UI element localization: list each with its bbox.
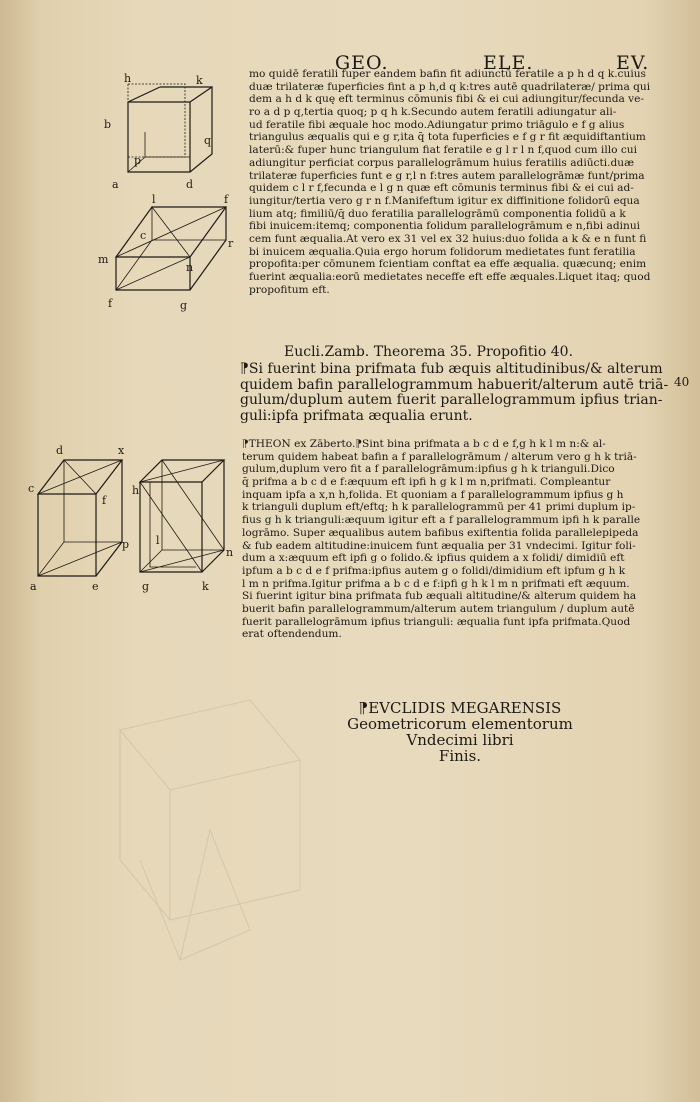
fig2-label-f: f: [224, 193, 229, 206]
proposition-line: quidem bafin parallelogrammum habuerit/alterum autē triā-: [240, 376, 669, 393]
text-line: bi inuicem æqualia.Quia ergo horum folidorum medietates funt feratilia: [249, 245, 636, 258]
text-line: quidem c l r f,fecunda e l g n quæ eft cōmunis terminus fibi & ei cui ad-: [249, 182, 634, 195]
text-block-theon: [242, 438, 640, 641]
figure-solid-a-k: [100, 72, 220, 196]
text-line: propofitum eft.: [249, 283, 330, 296]
text-line: dum a x:æquum eft ipfi g o folido.& ipfius quidem a x folidi/ dimidiū eft: [242, 552, 625, 565]
proposition-line: guli:ipfa prifmata æqualia erunt.: [240, 407, 473, 424]
explicit-title: ⁋EVCLIDIS MEGARENSIS: [358, 699, 562, 717]
proposition-line: ⁋Si fuerint bina prifmata fub æquis altitudinibus/& alterum: [240, 361, 663, 377]
fig3-label-a: a: [30, 580, 37, 593]
fig3-label-c: c: [28, 482, 35, 495]
fig3-label-d: d: [56, 444, 64, 457]
fig2-label-n: n: [186, 261, 194, 274]
text-line: dem a h d k quę eft terminus cōmunis fibi & ei cui adiungitur/fecunda ve-: [249, 93, 645, 106]
fig1-label-a: a: [112, 178, 119, 191]
text-line: Si fuerint igitur bina prifmata fub æquali altitudine/& alterum quidem ha: [242, 590, 637, 603]
header-right: EV.: [616, 52, 650, 74]
fig3-label-f: f: [102, 494, 107, 507]
text-line: fius g h k trianguli:æquum igitur eft a f parallelogrammum ipfi h k paralle: [242, 514, 641, 527]
fig1-label-p: p: [134, 154, 142, 167]
header-left: GEO.: [335, 52, 389, 74]
text-line: buerit bafin parallelogrammum/alterum autem triangulum / duplum autē: [242, 602, 635, 615]
fig2-label-f2: f: [108, 297, 113, 310]
text-line: ⁋THEON ex Zāberto.⁋Sint bina prifmata a b c d e f,g h k l m n:& al-: [242, 438, 606, 450]
fig4-label-n: n: [226, 546, 234, 559]
text-line: terum quidem habeat bafin a f parallelogrāmum / alterum vero g h k triā-: [242, 450, 637, 463]
fig1-label-d: d: [186, 178, 194, 191]
explicit-colophon: [300, 700, 620, 764]
text-line: cem funt æqualia.At vero ex 31 vel ex 32 huius:duo folida a k & e n funt fi: [249, 232, 647, 245]
proposition-statement: [240, 362, 668, 424]
text-block-demonstration: [249, 68, 650, 296]
text-line: ro a d p q,tertia quoq; p q h k.Secundo autem feratili adiungatur ali-: [249, 106, 617, 119]
explicit-line: Finis.: [438, 747, 482, 765]
text-line: fibi inuicem:itemq; componentia folidum parallelogrāmum e n,fibi adinui: [249, 220, 641, 233]
fig3-label-p: p: [122, 538, 130, 551]
theorem-heading: Eucli.Zamb. Theorema 35. Propofitio 40.: [284, 344, 574, 360]
text-line: l m n prifma.Igitur prifma a b c d e f:ipfi g h k l m n prifmati eft æquum.: [242, 577, 630, 590]
fig2-label-g: g: [180, 299, 188, 312]
header-middle: ELE.: [483, 52, 534, 74]
text-line: triangulus æqualis qui e g r,ita q̄ tota fuperficies e f g r fit æquidiftantium: [249, 131, 646, 144]
text-line: q̄ prifma a b c d e f:æquum eft ipfi h g k l m n,prifmati. Compleantur: [242, 476, 611, 489]
text-line: k trianguli duplum eft/eftq; h k parallelogrammū per 41 primi duplum ip-: [242, 501, 636, 514]
text-line: trilateræ fuperficies funt e g r,l n f:tres autem parallelogrāmæ funt/prima: [249, 169, 645, 182]
text-line: iungitur/tertia vero g r n f.Manifeftum igitur ex diffinitione folidorū equa: [249, 194, 640, 207]
proposition-line: gulum/duplum autem fuerit parallelogrammum ipfius trian-: [240, 392, 663, 409]
explicit-line: Vndecimi libri: [406, 731, 514, 749]
fig4-label-k: k: [202, 580, 209, 593]
text-line: mo quidē feratili fuper eandem bafin fit adiunctū feratile a p h d q k.cuius: [249, 68, 646, 80]
fig4-label-g: g: [142, 580, 150, 593]
fig2-label-c: c: [140, 229, 147, 242]
fig2-label-r: r: [228, 237, 234, 250]
margin-proposition-number: 40: [674, 375, 690, 389]
fig4-label-l: l: [156, 534, 160, 547]
fig2-label-l: l: [152, 193, 156, 206]
text-line: fuerint æqualia:eorū medietates neceffe eft effe æquales.Liquet itaq; quod: [249, 271, 651, 283]
fig1-label-b: b: [104, 118, 112, 131]
text-line: laterū:& fuper hunc triangulum fiat feratile e g l r l n f,quod cum illo cui: [249, 144, 637, 157]
text-line: logrāmo. Super æqualibus autem bafibus exiftentia folida parallelepipeda: [242, 526, 639, 539]
figure-solid-e-n: [96, 195, 236, 319]
text-line: adiungitur perficiat corpus parallelogrāmum huius feratilis adiūcti.duæ: [249, 156, 635, 169]
text-line: fuerit parallelogrāmum ipfius trianguli: æqualia funt ipfa prifmata.Quod: [242, 615, 631, 628]
fig2-label-m: m: [98, 253, 109, 266]
explicit-line: Geometricorum elementorum: [347, 715, 573, 733]
text-line: ud feratile fibi æquale hoc modo.Adiungatur primo triāgulo e f g alius: [249, 118, 625, 131]
text-line: duæ trilateræ fuperficies fint a p h,d q k:tres autē quadrilateræ/ prima qui: [249, 80, 651, 93]
fig3-label-x: x: [118, 444, 125, 457]
text-line: erat oftendendum.: [242, 628, 342, 641]
fig3-label-e: e: [92, 580, 99, 593]
fig4-label-h: h: [132, 484, 140, 497]
text-line: lium atq; fimiliū/q̄ duo feratilia parallelogrāmū componentia folidū a k: [249, 207, 626, 220]
text-line: ipfum a b c d e f prifma:ipfius autem g o folidi/dimidium eft ipfum g h k: [242, 564, 626, 577]
text-line: gulum,duplum vero fit a f parallelogrāmum:ipfius g h k trianguli.Dico: [242, 463, 615, 476]
text-line: propofita:per cōmunem fcientiam conftat ea effe æqualia. quæcunq; enim: [249, 258, 647, 271]
text-line: inquam ipfa a x,n h,folida. Et quoniam a f parallelogrammum ipfius g h: [242, 488, 624, 501]
fig1-label-h: h: [124, 72, 132, 85]
text-line: & fub eadem altitudine:inuicem funt æqualia per 31 vndecimi. Igitur foli-: [242, 539, 636, 552]
fig1-label-k: k: [196, 74, 203, 87]
figure-prism-n-h: [126, 442, 236, 596]
figure-prism-a-x: [26, 442, 136, 596]
fig1-label-q: q: [204, 134, 212, 147]
